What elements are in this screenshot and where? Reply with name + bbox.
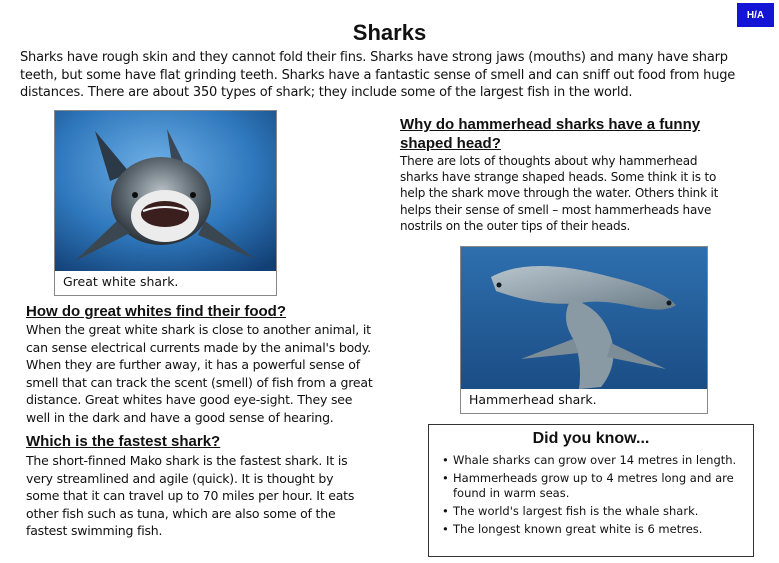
did-you-know-title: Did you know... <box>532 430 650 447</box>
great-white-text: When the great white shark is close to another animal, it can sense electrical currents made by the animal's body. When they are further away, it has a powerful sense of smell that can track the scent (smell) of fish from a great distance. Great whites have good eye-sight. They see well in the dark and have a good sense of hearing. <box>26 322 373 425</box>
fact-item: • The world's largest fish is the whale shark. <box>441 504 737 519</box>
fact-item: • Hammerheads grow up to 4 metres long and are found in warm seas. <box>441 471 737 501</box>
great-white-photo <box>55 111 276 271</box>
great-white-caption: Great white shark. <box>63 274 179 289</box>
hammerhead-caption: Hammerhead shark. <box>469 392 597 407</box>
fastest-shark-text: The short-finned Mako shark is the fastest shark. It is very streamlined and agile (quick). It is thought by some that it can travel up to 70 miles per hour. It eats other fish such as tuna, which are also some of the fastest swimming fish. <box>26 453 355 538</box>
hammerhead-text: There are lots of thoughts about why hammerhead sharks have strange shaped heads. Some think it is to help the shark move through the water. Others think it helps their sense of smell – most hammerheads have nostrils on the outer tips of their heads. <box>400 154 719 233</box>
fastest-shark-heading: Which is the fastest shark? <box>26 433 221 450</box>
intro-paragraph: Sharks have rough skin and they cannot fold their fins. Sharks have strong jaws (mouths) and many have sharp teeth, but some have flat grinding teeth. Sharks have a fantastic sense of smell and can sniff out food from huge distances. There are about 350 types of shark; they include some of the largest fish in the world. <box>20 50 736 100</box>
facts-list <box>441 453 737 540</box>
hammerhead-heading: Why do hammerhead sharks have a funny shaped head? <box>400 116 701 152</box>
great-white-heading: How do great whites find their food? <box>26 303 286 320</box>
great-white-figure <box>54 110 277 296</box>
did-you-know-box <box>428 424 754 557</box>
hammerhead-figure <box>460 246 708 414</box>
homework-badge: H/A <box>737 3 774 27</box>
fact-item: • Whale sharks can grow over 14 metres in length. <box>441 453 737 468</box>
fact-item: • The longest known great white is 6 metres. <box>441 522 737 537</box>
hammerhead-photo <box>461 247 707 389</box>
page-title: Sharks <box>352 20 427 45</box>
